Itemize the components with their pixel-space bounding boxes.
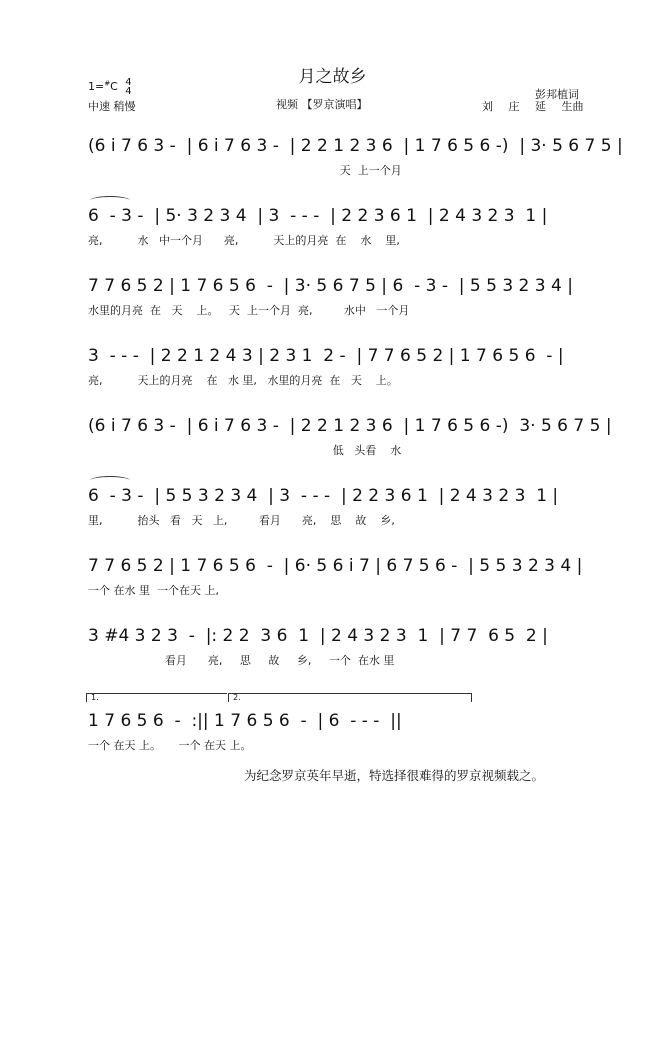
- lyricist-credit: 彭邦植词: [535, 88, 579, 101]
- key-label: 1=: [88, 80, 105, 93]
- tempo-marking: 中速 稍慢: [88, 100, 136, 113]
- score-row-4: [88, 340, 588, 390]
- notes-line: 3 #4 3 2 3 - |: 2 2 3 6 1 | 2 4 3 2 3 1 | 7 7 6 5 2 |: [88, 626, 548, 646]
- time-top: 4: [125, 77, 132, 88]
- song-title: 月之故乡: [298, 67, 367, 87]
- time-signature: [125, 78, 131, 96]
- score-row-2: [88, 200, 588, 250]
- score-row-6: [88, 480, 588, 530]
- score-row-8: [88, 620, 588, 670]
- notes-line: 7 7 6 5 2 | 1 7 6 5 6 - | 3· 5 6 7 5 | 6 - 3 - | 5 5 3 2 3 4 |: [88, 276, 573, 296]
- key-signature: [88, 78, 132, 96]
- key-note: C: [110, 80, 118, 93]
- lyrics-line: 一个 在天 上。 一个 在天 上。: [88, 739, 252, 752]
- lyrics-line: 一个 在水 里 一个在天 上,: [88, 584, 219, 597]
- notes-line: (6 i 7 6 3 - | 6 i 7 6 3 - | 2 2 1 2 3 6 | 1 7 6 5 6 -) 3· 5 6 7 5 |: [88, 416, 612, 436]
- notes-line: 6 - 3 - | 5 5 3 2 3 4 | 3 - - - | 2 2 3 6 1 | 2 4 3 2 3 1 |: [88, 486, 559, 506]
- lyrics-line: 亮, 天上的月亮 在 水 里, 水里的月亮 在 天 上。: [88, 374, 398, 387]
- lyrics-line: 低 头看 水: [88, 444, 402, 457]
- notes-line: 7 7 6 5 2 | 1 7 6 5 6 - | 6· 5 6 i 7 | 6 7 5 6 - | 5 5 3 2 3 4 |: [88, 556, 583, 576]
- lyrics-line: 天 上一个月: [88, 164, 402, 177]
- notes-line: 6 - 3 - | 5· 3 2 3 4 | 3 - - - | 2 2 3 6 1 | 2 4 3 2 3 1 |: [88, 206, 548, 226]
- second-ending-label: 2.: [233, 693, 241, 702]
- footer-note: 为纪念罗京英年早逝，特选择很难得的罗京视频载之。: [244, 768, 545, 783]
- lyrics-line: 亮, 水 中一个月 亮, 天上的月亮 在 水 里,: [88, 234, 400, 247]
- notes-line: (6 i 7 6 3 - | 6 i 7 6 3 - | 2 2 1 2 3 6 | 1 7 6 5 6 -) | 3· 5 6 7 5 |: [88, 136, 623, 156]
- second-ending-bracket: [228, 693, 472, 702]
- notes-line: 1 7 6 5 6 - :|| 1 7 6 5 6 - | 6 - - - ||: [88, 711, 402, 731]
- first-ending-label: 1.: [91, 693, 99, 702]
- lyrics-line: 看月 亮, 思 故 乡, 一个 在水 里: [88, 654, 395, 667]
- time-bottom: 4: [125, 86, 132, 97]
- first-ending-bracket: [86, 693, 227, 702]
- video-label: 视频 【罗京演唱】: [276, 98, 368, 111]
- score-row-1: [88, 130, 623, 180]
- score-row-9: [88, 705, 588, 755]
- score-row-5: [88, 410, 612, 460]
- lyrics-line: 里, 抬头 看 天 上, 看月 亮, 思 故 乡,: [88, 514, 395, 527]
- lyrics-line: 水里的月亮 在 天 上。 天 上一个月 亮, 水中 一个月: [88, 304, 410, 317]
- composer-credit: 刘 庄 延 生曲: [482, 100, 584, 113]
- notes-line: 3 - - - | 2 2 1 2 4 3 | 2 3 1 2 - | 7 7 6 5 2 | 1 7 6 5 6 - |: [88, 346, 564, 366]
- score-row-7: [88, 550, 588, 600]
- key-accidental: #: [104, 79, 111, 88]
- score-row-3: [88, 270, 588, 320]
